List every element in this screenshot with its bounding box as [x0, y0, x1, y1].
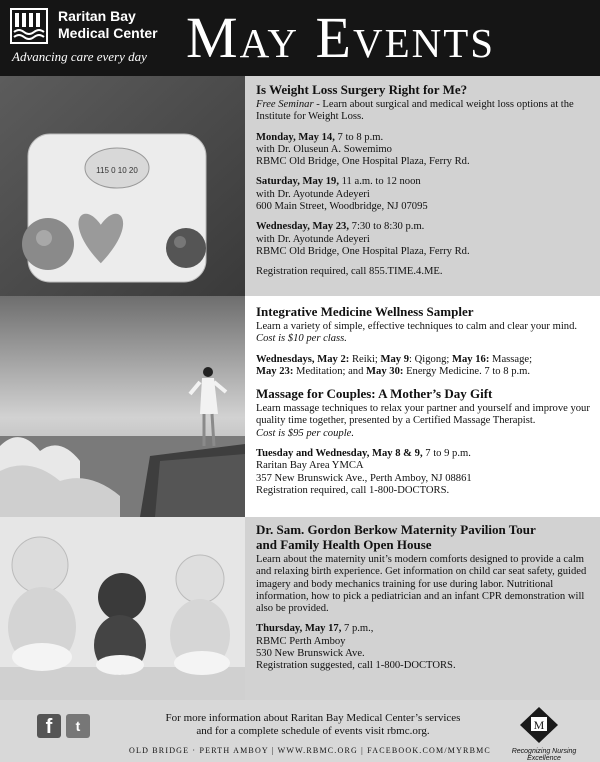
org-name: [58, 8, 158, 42]
schedule-topic-5: Energy Medicine. 7 to 8 p.m.: [403, 365, 531, 377]
massage-venue: Raritan Bay Area YMCA: [256, 460, 364, 472]
session-3-location: RBMC Old Bridge, One Hospital Plaza, Ferry Rd.: [256, 245, 470, 257]
schedule-topic-3: Massage;: [489, 353, 533, 365]
session-2-date: Saturday, May 19,: [256, 176, 339, 188]
footer-info-line1: For more information about Raritan Bay Medical Center’s services: [165, 712, 461, 724]
footer-info-line2: and for a complete schedule of events visit rbmc.org.: [196, 725, 430, 737]
maternity-heading-line2: and Family Health Open House: [256, 537, 432, 552]
session-2: [256, 176, 590, 213]
maternity-time: 7 p.m.,: [341, 623, 374, 635]
massage-details: [256, 448, 590, 497]
massage-date: Tuesday and Wednesday, May 8 & 9,: [256, 448, 423, 460]
maternity-registration: Registration suggested, call 1-800-DOCTORS.: [256, 660, 456, 672]
session-2-time: 11 a.m. to 12 noon: [339, 176, 421, 188]
footer: [0, 700, 600, 762]
maternity-desc: Learn about the maternity unit’s modern comforts designed to provide a calm and relaxing birth experience. Get information on child car seat safety, guided imagery and body mechanics training for use during labor. Nutritional information, how to pick a pediatrician and an infant CPR demonstration will also be provided.: [256, 554, 587, 615]
babies-photo: [0, 517, 245, 700]
wellness-text: [256, 304, 590, 505]
session-3: [256, 221, 590, 258]
section-maternity: [0, 517, 600, 700]
rbmc-logo-icon: [10, 8, 48, 44]
session-1-date: Monday, May 14,: [256, 131, 335, 143]
maternity-heading-line1: Dr. Sam. Gordon Berkow Maternity Pavilion Tour: [256, 522, 536, 537]
massage-time: 7 to 9 p.m.: [422, 448, 471, 460]
schedule-date-2: May 9: [380, 353, 410, 365]
session-2-doctor: with Dr. Ayotunde Adeyeri: [256, 188, 370, 200]
session-1: [256, 132, 590, 169]
maternity-details: [256, 623, 590, 672]
schedule-topic-4: Meditation; and: [293, 365, 367, 377]
wellness-desc: [256, 321, 590, 346]
weight-loss-heading: Is Weight Loss Surgery Right for Me?: [256, 82, 468, 97]
wellness-desc-text: Learn a variety of simple, effective techniques to calm and clear your mind.: [256, 321, 578, 332]
scale-dial-text: 115 0 10 20: [96, 166, 138, 175]
scale-photo: [0, 76, 245, 296]
wellness-heading: Integrative Medicine Wellness Sampler: [256, 304, 474, 319]
massage-cost: Cost is $95 per couple.: [256, 427, 354, 439]
session-3-doctor: with Dr. Ayotunde Adeyeri: [256, 233, 370, 245]
nursing-excellence-badge-icon: [519, 706, 559, 744]
massage-registration: Registration required, call 1-800-DOCTORS.: [256, 484, 450, 496]
badge-caption: Recognizing Nursing Excellence: [511, 748, 577, 762]
schedule-date-5: May 30:: [366, 365, 404, 377]
massage-desc-text: Learn massage techniques to relax your partner and yourself and improve your quality time together, presented by a Certified Massage Therapist.: [256, 403, 590, 427]
session-3-date: Wednesday, May 23,: [256, 221, 349, 233]
twitter-icon[interactable]: t: [66, 714, 90, 738]
session-1-time: 7 to 8 p.m.: [334, 131, 384, 143]
ocean-rock-photo: [0, 296, 245, 517]
footer-links[interactable]: OLD BRIDGE · PERTH AMBOY | WWW.RBMC.ORG | FACEBOOK.COM/MYRBMC: [129, 746, 491, 755]
badge-letter: M: [533, 718, 545, 732]
baby-middle: [94, 573, 146, 675]
weight-loss-registration: Registration required, call 855.TIME.4.ME.: [256, 266, 443, 278]
facebook-icon[interactable]: f: [37, 714, 61, 738]
page-title: May Events: [186, 5, 496, 70]
org-name-line2: Medical Center: [58, 25, 158, 41]
schedule-date-4: May 23:: [256, 365, 294, 377]
schedule-topic-1: Reiki;: [349, 353, 381, 365]
maternity-date: Thursday, May 17,: [256, 623, 342, 635]
section-wellness: [0, 296, 600, 517]
baby-left: [8, 537, 76, 671]
seminar-label: Free Seminar -: [256, 99, 320, 110]
maternity-text: [256, 522, 590, 681]
session-3-time: 7:30 to 8:30 p.m.: [349, 221, 425, 233]
maternity-venue: RBMC Perth Amboy: [256, 635, 346, 647]
schedule-date-3: May 16:: [452, 353, 490, 365]
maternity-address: 530 New Brunswick Ave.: [256, 648, 365, 660]
wellness-cost: Cost is $10 per class.: [256, 333, 347, 345]
baby-right: [170, 555, 230, 675]
header-banner: [0, 0, 600, 76]
weight-loss-text: [256, 82, 590, 287]
seminar-desc: Learn about surgical and medical weight loss options at the Institute for Weight Loss.: [256, 99, 574, 123]
massage-address: 357 New Brunswick Ave., Perth Amboy, NJ 08861: [256, 472, 472, 484]
weight-loss-intro: [256, 99, 590, 124]
massage-desc: [256, 403, 590, 440]
session-2-location: 600 Main Street, Woodbridge, NJ 07095: [256, 201, 428, 213]
wellness-schedule: [256, 354, 590, 379]
session-1-location: RBMC Old Bridge, One Hospital Plaza, Ferry Rd.: [256, 156, 470, 168]
schedule-date-1: Wednesdays, May 2:: [256, 353, 350, 365]
session-1-doctor: with Dr. Oluseun A. Sowemimo: [256, 143, 392, 155]
tagline: Advancing care every day: [12, 49, 147, 64]
org-name-line1: Raritan Bay: [58, 8, 136, 24]
massage-heading: Massage for Couples: A Mother’s Day Gift: [256, 386, 493, 402]
schedule-topic-2: : Qigong;: [409, 353, 453, 365]
section-weight-loss: [0, 76, 600, 296]
